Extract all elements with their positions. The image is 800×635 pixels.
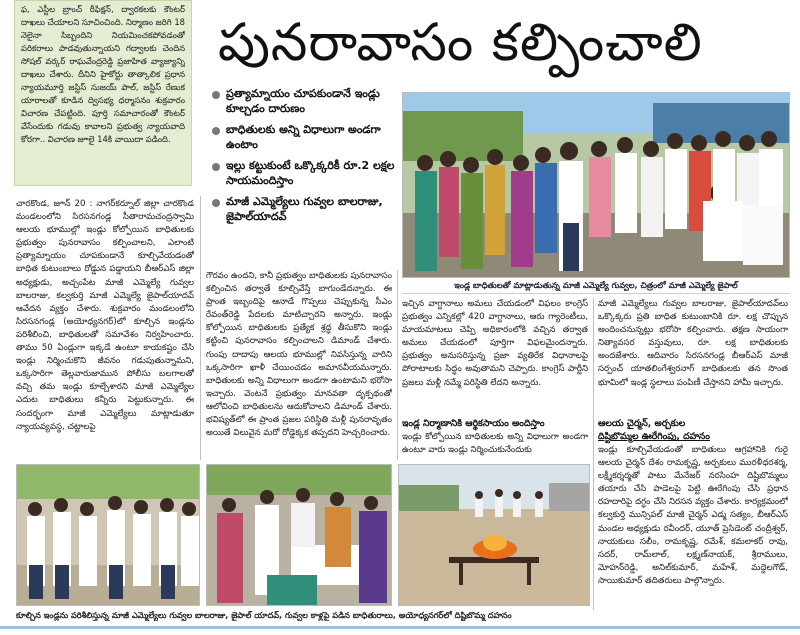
highlight-text: ప్రత్యామ్నాయం చూపకుండానే ఇండ్లు కూల్చడం దారుణం xyxy=(226,87,380,115)
highlight-item xyxy=(210,86,396,116)
highlight-item xyxy=(210,194,396,224)
column-divider xyxy=(593,298,594,610)
article-column-4b: ఇండ్లు కూల్చివేయడంతో బాధితులు ఆగ్రహానికి గురై ఆలయ చైర్మన్‌ దేశం రామకృష్ణ, అర్చకులు మురళీధరశర్మ, లక్ష్మీకర్శర్మతో పాటు మేనేజర్‌ నరసింహ దిష్టిబొమ్మలు తయారు చేసి పాడెలపై పెట్టి ఊరేగింపు చేసి ప్రధాన రహదారిపై దగ్ధం చేసి నిరసన వ్యక్తం చేశారు. కార్యక్రమంలో కల్వకుర్తి మున్సిపల్‌ మాజీ చైర్మన్‌ ఎడ్మ సత్యం, బీఆర్‌ఎస్‌ మండల అధ్యక్షుడు రవీందర్‌, యూత్‌ ప్రెసిడెంట్‌ చంద్రీశ్వర్‌, నాయకులు సలీం, రామకృష్ణ, రమేశ్‌, కమలాకర్‌ రావు, సదర్‌, రామ్‌లాల్‌, లక్ష్మణ్‌నాయక్‌, శ్రీరాములు, మోహన్‌రెడ్డి, అనిల్‌కుమార్‌, మహేశ్‌, మద్దెలగౌడ్‌, సాయికుమార్‌ తదితరులు పాల్గొన్నారు. xyxy=(598,445,788,586)
bullet-icon xyxy=(212,127,220,135)
highlight-text: మాజీ ఎమ్మెల్యేలు గువ్వల బాలరాజు, జైపాల్‌యాదవ్‌ xyxy=(226,195,383,223)
article-column-4: మాజీ ఎమ్మెల్యేలు గువ్వల బాలరాజు, జైపాల్‌యాదవ్‌లు ఒక్కొక్కరు ప్రతి బాధిత కుటుంబానికి రూ. లక్ష చొప్పున అందించనున్నట్లు భరోసా కల్పించారు. తక్షణ సాయంగా నిత్యావసర వస్తువులు, రూ. లక్ష బాధితులకు అందజేశారు. ఆదివారం సిరసనగండ్ల బీఆర్‌ఎస్‌ మాజీ సర్పంచ్‌ యాతలింగేశ్వరనాగ్‌ బాధితులకు తన సొంత భూమిలో ఇండ్ల స్థలాలు పంపిణీ చేస్తానని హామీ ఇచ్చారు. xyxy=(598,299,788,388)
highlight-item xyxy=(210,122,396,152)
article-subhead: దిష్టిబొమ్మల ఊరేగింపు, దహనం xyxy=(598,431,710,442)
effigy-burning-illustration xyxy=(399,465,590,606)
bullet-icon xyxy=(212,91,220,99)
bottom-photo-effigy-burning xyxy=(398,464,590,606)
page-headline: పునరావాసం కల్పించాలి xyxy=(218,13,703,73)
bottom-photo-inspection xyxy=(16,464,200,606)
column-divider xyxy=(397,270,398,460)
main-photo-caption: ఇండ్ల బాధితులతో మాట్లాడుతున్న మాజీ ఎమ్మెల్యే గువ్వల, చిత్రంలో మాజీ ఎమ్మెల్యే జైపాల్‌ xyxy=(454,280,738,290)
article-subhead: ఇండ్ల నిర్మాణానికి ఆర్థికసాయం అందిస్తాం xyxy=(402,418,545,429)
bottom-photo-victim xyxy=(206,464,392,606)
article-subhead: ఆలయ చైర్మన్‌, అర్చకుల xyxy=(598,418,686,429)
divider xyxy=(402,293,790,294)
victim-photo-illustration xyxy=(207,465,392,606)
main-news-photo xyxy=(402,92,790,278)
highlight-text: ఇల్లు కట్టుకుంటే ఒక్కొక్కరికీ రూ.2 లక్షల సాయమందిస్తాం xyxy=(226,159,395,187)
bullet-icon xyxy=(212,163,220,171)
article-column-3b: ఇండ్లు కోల్పోయిన బాధితులకు అన్ని విధాలుగా అండగా ఉంటూ వారు ఇండ్లు నిర్మించుకునేందుకు xyxy=(402,432,588,456)
bottom-photos-caption: కూల్చిన ఇండ్లను పరిశీలిస్తున్న మాజీ ఎమ్మెల్యేలు గువ్వల బాలరాజు, జైపాల్‌ యాదవ్‌, గువ్వల కాళ్లపై పడిన బాధితురాలు, అయోధ్యనగర్‌లో దిష్టిబొమ్మ దహనం xyxy=(16,610,512,620)
article-column-2: గౌరవం ఉందని, కానీ ప్రభుత్వం బాధితులకు పునరావాసం కల్పించిన తర్వాతే కూల్చివేస్తే బాగుండేదన్నారు. ఈ ప్రాంత ఇబ్బందిపై ఆనాడే గొప్పలు చెప్పుకున్న సీఎం రేవంత్‌రెడ్డి పేదలకు మాటిచ్చారని అన్నారు. ఇండ్లు కోల్పోయిన బాధితులకు ప్రత్యేక శ్రద్ధ తీసుకొని ఇండ్లు కట్టించి పునరావాసం కల్పించాలని డిమాండ్‌ చేశారు. గుంపు దాదాపు ఆలయ భూముల్లో నివసిస్తున్న వారిని ఒక్కసారిగా ఖాళీ చేయించడం అమానవీయమన్నారు. బాధితులకు అన్ని విధాలుగా అండగా ఉంటామని భరోసా ఇచ్చారు. వెంటనే ప్రభుత్వం మానవతా దృక్పథంతో ఆలోచించి బాధితులను ఆదుకోవాలని డిమాండ్‌ చేశారు. భవిష్యత్‌లో ఈ ప్రాంత ప్రజల పరిస్థితి మళ్లీ పునరావృతం అయితే విలువైన మరో రోడ్డెక్కక తప్పదని హెచ్చరించారు. xyxy=(206,271,392,439)
highlight-text: బాధితులకు అన్ని విధాలుగా అండగా ఉంటాం xyxy=(226,123,381,151)
crowd-photo-illustration xyxy=(403,93,790,278)
highlight-item xyxy=(210,158,396,188)
article-column-3: ఇచ్చిన వాగ్దానాలు అమలు చేయడంలో విఫలం కాంగ్రెస్‌ ప్రభుత్వం ఎన్నికల్లో 420 వాగ్దానాలు, ఆరు గ్యారెంటీలు, మాయమాటలు చెప్పి అధికారంలోకి వచ్చిన తర్వాత అమలు చేయడంలో పూర్తిగా విఫలమైందన్నారు. ప్రభుత్వం అనుసరిస్తున్న ప్రజా వ్యతిరేక విధానాలపై పోరాటాలకు సిద్ధం అవుతామని చెప్పారు. కాంగ్రెస్‌ పార్టీని ప్రజలు మళ్లీ నమ్మే పరిస్థితి లేదని అన్నారు. xyxy=(402,299,588,388)
highlights-list xyxy=(210,86,396,266)
inspection-photo-illustration xyxy=(17,465,200,606)
page-bottom-rule xyxy=(0,626,800,629)
sidebar-text: ఫ, ఎస్టీల బ్రాంచ్‌ రీఫిక్షన్‌, ద్వారకలకు కౌంటర్‌ దాఖలు చేయాలని సూచించింది. నిర్మాణం జరిగి 18 నెలైనా సిబ్బందిని నియమించకపోవడంతో పరికరాలు పాడవుతున్నాయని గద్వాలకు చెందిన సోషల్‌ వర్కర్‌ రాఘవేంద్రరెడ్డి ప్రజాహిత వ్యాజ్యాన్ని దాఖలు చేశారు. దీనిని హైకోర్టు తాత్కాలిక ప్రధాన న్యాయమూర్తి జస్టిస్‌ సుజయ్‌ పాల్‌, జస్టిస్‌ రేణుక యారాలతో కూడిన ద్విసభ్య ధర్మాసనం శుక్రవారం విచారణ చేపట్టింది. పూర్తి సమాచారంతో కౌంటర్‌ వేసేందుకు గడువు కావాలని ప్రభుత్వ న్యాయవాది కోరగా.. విచారణ జూలై 14కి వాయిదా పడింది. xyxy=(21,4,185,144)
bullet-icon xyxy=(212,199,220,207)
article-column-1: చారకొండ, జూన్‌ 20 : నాగర్‌కర్నూల్‌ జిల్లా చారకొండ మండలంలోని సిరసనగండ్ల సీతారామచంద్రస్వామి ఆలయ భూముల్లో ఇండ్లు కోల్పోయిన బాధితులకు ప్రభుత్వం పునరావాసం కల్పించాలని, ఎలాంటి ప్రత్యామ్నాయం చూపకుండానే కూల్చివేయడంతో బాధిత కుటుంబాలు రోడ్డున పడ్డాయని బీఆర్‌ఎస్‌ జిల్లా అధ్యక్షుడు, అచ్చంపేట మాజీ ఎమ్మెల్యే గువ్వల బాలరాజు, కల్వకుర్తి మాజీ ఎమ్మెల్యే జైపాల్‌యాదవ్‌ ఆవేదన వ్యక్తం చేశారు. శుక్రవారం మండలంలోని సిరసనగండ్ల (అయోధ్యనగర్‌)లో కూల్చిన ఇండ్లను పరిశీలించి, బాధితులతో సమావేశం నిర్వహించారు. తాము 50 ఏండ్లుగా ఇక్కడే ఉంటూ కాయకష్టం చేసి ఇండ్లు నిర్మించుకొని జీవనం గడుపుతున్నామని, ఒక్కసారిగా తెల్లవారుజామున పోలీసు బలగాలతో వచ్చి తమ ఇండ్లు కూల్చేశారని మాజీ ఎమ్మెల్యేల ఎదుట బాధితులు కన్నీరు పెట్టుకున్నారు. ఈ సందర్భంగా మాజీ ఎమ్మెల్యేలు మాట్లాడుతూ న్యాయవ్యవస్థ, చట్టాలపై xyxy=(16,199,194,432)
sidebar-news-box xyxy=(14,0,192,186)
column-divider xyxy=(200,196,201,460)
